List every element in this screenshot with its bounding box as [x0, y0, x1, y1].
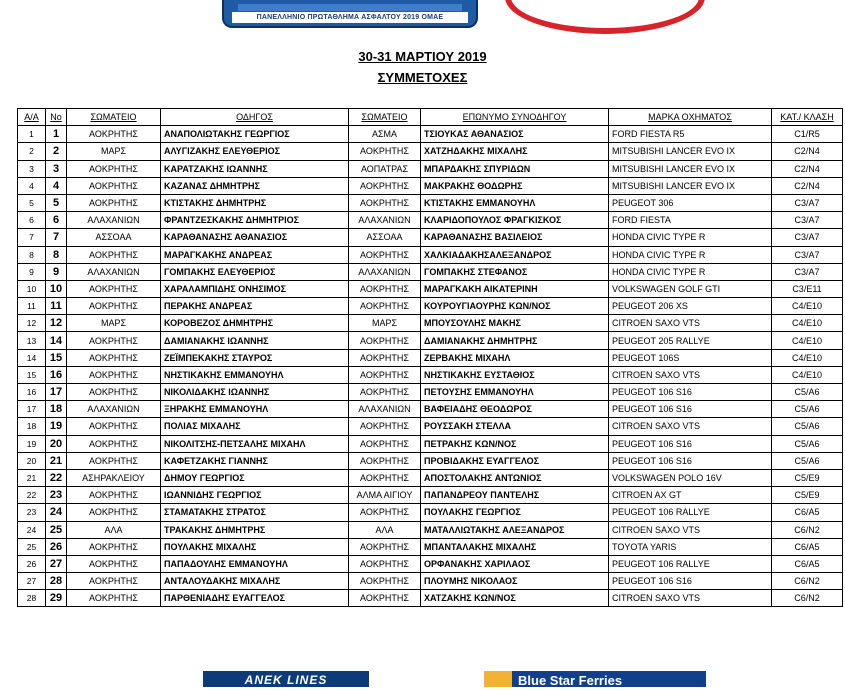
- table-cell: ΑΛΑΧΑΝΙΩΝ: [67, 212, 161, 229]
- blue-star-ferries-logo: [484, 671, 706, 687]
- table-cell: ΓΟΜΠΑΚΗΣ ΣΤΕΦΑΝΟΣ: [421, 263, 609, 280]
- table-row: [18, 452, 843, 469]
- table-cell: TOYOTA YARIS: [609, 538, 772, 555]
- table-cell: VOLKSWAGEN GOLF GTI: [609, 280, 772, 297]
- table-cell: ΔΑΜΙΑΝΑΚΗΣ ΙΩΑΝΝΗΣ: [161, 332, 349, 349]
- table-cell: ΠΟΥΛΑΚΗΣ ΓΕΩΡΓΙΟΣ: [421, 504, 609, 521]
- table-cell: 28: [18, 590, 46, 607]
- table-cell: MITSUBISHI LANCER EVO IX: [609, 177, 772, 194]
- table-cell: ΚΑΖΑΝΑΣ ΔΗΜΗΤΡΗΣ: [161, 177, 349, 194]
- table-cell: ΑΟΚΡΗΤΗΣ: [349, 143, 421, 160]
- table-row: [18, 280, 843, 297]
- anek-lines-text: ANEK LINES: [244, 673, 328, 687]
- table-row: [18, 212, 843, 229]
- table-cell: 1: [18, 126, 46, 143]
- table-cell: ΑΟΚΡΗΤΗΣ: [349, 280, 421, 297]
- table-row: [18, 366, 843, 383]
- table-cell: ΖΕΡΒΑΚΗΣ ΜΙΧΑΗΛ: [421, 349, 609, 366]
- table-cell: ΑΟΚΡΗΤΗΣ: [67, 435, 161, 452]
- table-cell: ΞΗΡΑΚΗΣ ΕΜΜΑΝΟΥΗΛ: [161, 401, 349, 418]
- table-cell: VOLKSWAGEN POLO 16V: [609, 469, 772, 486]
- table-cell: 14: [46, 332, 67, 349]
- table-cell: C3/A7: [772, 194, 843, 211]
- table-cell: 11: [46, 298, 67, 315]
- table-cell: FORD FIESTA: [609, 212, 772, 229]
- table-cell: ΑΟΚΡΗΤΗΣ: [67, 573, 161, 590]
- table-cell: ΑΟΚΡΗΤΗΣ: [67, 246, 161, 263]
- table-cell: ΑΟΚΡΗΤΗΣ: [67, 452, 161, 469]
- logo-strip: [238, 4, 462, 11]
- table-cell: ΜΠΑΝΤΑΛΑΚΗΣ ΜΙΧΑΛΗΣ: [421, 538, 609, 555]
- table-row: [18, 401, 843, 418]
- table-cell: C5/E9: [772, 487, 843, 504]
- table-cell: C6/N2: [772, 573, 843, 590]
- table-cell: ΜΑΤΑΛΛΙΩΤΑΚΗΣ ΑΛΕΞΑΝΔΡΟΣ: [421, 521, 609, 538]
- table-cell: PEUGEOT 106 S16: [609, 401, 772, 418]
- table-row: [18, 573, 843, 590]
- table-header-row: [18, 109, 843, 126]
- table-cell: 2: [46, 143, 67, 160]
- table-cell: ΚΤΙΣΤΑΚΗΣ ΕΜΜΑΝΟΥΗΛ: [421, 194, 609, 211]
- table-cell: ΑΛΑΧΑΝΙΩΝ: [67, 401, 161, 418]
- entry-list-table: [17, 108, 843, 607]
- table-cell: CITROEN SAXO VTS: [609, 590, 772, 607]
- table-cell: ΚΑΡΑΘΑΝΑΣΗΣ ΑΘΑΝΑΣΙΟΣ: [161, 229, 349, 246]
- blue-star-ferries-text: Blue Star Ferries: [512, 671, 706, 687]
- column-header: Α/Α: [18, 109, 46, 126]
- table-cell: ΑΟΚΡΗΤΗΣ: [67, 538, 161, 555]
- anek-lines-logo: [203, 671, 369, 687]
- table-cell: 25: [18, 538, 46, 555]
- table-cell: MITSUBISHI LANCER EVO IX: [609, 143, 772, 160]
- table-cell: 20: [18, 452, 46, 469]
- table-cell: 23: [18, 504, 46, 521]
- table-cell: ΔΑΜΙΑΝΑΚΗΣ ΔΗΜΗΤΡΗΣ: [421, 332, 609, 349]
- table-cell: ΑΟΚΡΗΤΗΣ: [67, 504, 161, 521]
- table-cell: ΑΟΚΡΗΤΗΣ: [67, 418, 161, 435]
- table-cell: ΦΡΑΝΤΖΕΣΚΑΚΗΣ ΔΗΜΗΤΡΙΟΣ: [161, 212, 349, 229]
- table-cell: ΖΕΪΜΠΕΚΑΚΗΣ ΣΤΑΥΡΟΣ: [161, 349, 349, 366]
- table-cell: ΧΑΛΚΙΑΔΑΚΗΣΑΛΕΞΑΝΔΡΟΣ: [421, 246, 609, 263]
- table-cell: ΑΛΑΧΑΝΙΩΝ: [349, 263, 421, 280]
- table-row: [18, 177, 843, 194]
- table-cell: MITSUBISHI LANCER EVO IX: [609, 160, 772, 177]
- table-cell: ΑΟΚΡΗΤΗΣ: [67, 384, 161, 401]
- table-cell: PEUGEOT 106 S16: [609, 573, 772, 590]
- table-cell: 1: [46, 126, 67, 143]
- logo-subtitle-text: ΠΑΝΕΛΛΗΝΙΟ ΠΡΩΤΑΘΛΗΜΑ ΑΣΦΑΛΤΟΥ 2019: [256, 14, 420, 21]
- table-cell: ΑΟΚΡΗΤΗΣ: [67, 194, 161, 211]
- table-cell: ΑΟΚΡΗΤΗΣ: [349, 384, 421, 401]
- table-cell: 23: [46, 487, 67, 504]
- table-cell: 10: [46, 280, 67, 297]
- table-cell: 28: [46, 573, 67, 590]
- table-cell: C5/A6: [772, 384, 843, 401]
- table-row: [18, 521, 843, 538]
- table-cell: ΧΑΤΖΗΔΑΚΗΣ ΜΙΧΑΛΗΣ: [421, 143, 609, 160]
- table-cell: 24: [46, 504, 67, 521]
- table-cell: 7: [18, 229, 46, 246]
- table-cell: 19: [18, 435, 46, 452]
- table-row: [18, 229, 843, 246]
- table-cell: C4/E10: [772, 298, 843, 315]
- table-cell: FORD FIESTA R5: [609, 126, 772, 143]
- page-title: ΣΥΜΜΕΤΟΧΕΣ: [377, 70, 468, 85]
- table-cell: 8: [18, 246, 46, 263]
- table-cell: ΠΕΤΡΑΚΗΣ ΚΩΝ/ΝΟΣ: [421, 435, 609, 452]
- table-cell: C4/E10: [772, 349, 843, 366]
- table-cell: ΜΠΟΥΣΟΥΛΗΣ ΜΑΚΗΣ: [421, 315, 609, 332]
- table-cell: ΠΑΡΘΕΝΙΑΔΗΣ ΕΥΑΓΓΕΛΟΣ: [161, 590, 349, 607]
- table-cell: 18: [46, 401, 67, 418]
- table-row: [18, 469, 843, 486]
- table-cell: ΑΟΚΡΗΤΗΣ: [67, 332, 161, 349]
- table-cell: ΔΗΜΟΥ ΓΕΩΡΓΙΟΣ: [161, 469, 349, 486]
- table-cell: ΑΟΚΡΗΤΗΣ: [349, 555, 421, 572]
- table-cell: C1/R5: [772, 126, 843, 143]
- table-cell: ΑΟΚΡΗΤΗΣ: [67, 349, 161, 366]
- table-cell: ΜΑΚΡΑΚΗΣ ΘΟΔΩΡΗΣ: [421, 177, 609, 194]
- table-cell: ΑΟΚΡΗΤΗΣ: [349, 298, 421, 315]
- table-cell: ΚΑΦΕΤΖΑΚΗΣ ΓΙΑΝΝΗΣ: [161, 452, 349, 469]
- column-header: ΚΑΤ./ ΚΛΑΣΗ: [772, 109, 843, 126]
- table-cell: CITROEN SAXO VTS: [609, 418, 772, 435]
- table-cell: ΑΟΚΡΗΤΗΣ: [67, 126, 161, 143]
- table-cell: ΑΟΚΡΗΤΗΣ: [349, 418, 421, 435]
- table-cell: PEUGEOT 106S: [609, 349, 772, 366]
- championship-logo: [222, 0, 478, 28]
- table-cell: CITROEN SAXO VTS: [609, 366, 772, 383]
- table-cell: ΚΑΡΑΤΖΑΚΗΣ ΙΩΑΝΝΗΣ: [161, 160, 349, 177]
- table-cell: PEUGEOT 205 RALLYE: [609, 332, 772, 349]
- table-cell: ΑΟΚΡΗΤΗΣ: [67, 177, 161, 194]
- table-cell: ΑΟΠΑΤΡΑΣ: [349, 160, 421, 177]
- table-cell: PEUGEOT 206 XS: [609, 298, 772, 315]
- table-cell: ΣΤΑΜΑΤΑΚΗΣ ΣΤΡΑΤΟΣ: [161, 504, 349, 521]
- table-cell: 15: [18, 366, 46, 383]
- table-cell: HONDA CIVIC TYPE R: [609, 263, 772, 280]
- table-cell: ΑΟΚΡΗΤΗΣ: [349, 452, 421, 469]
- table-cell: ΠΛΟΥΜΗΣ ΝΙΚΟΛΑΟΣ: [421, 573, 609, 590]
- table-row: [18, 126, 843, 143]
- table-cell: ΜΑΡΣ: [67, 315, 161, 332]
- table-cell: C5/E9: [772, 469, 843, 486]
- table-cell: ΠΕΤΟΥΣΗΣ ΕΜΜΑΝΟΥΗΛ: [421, 384, 609, 401]
- table-cell: C2/N4: [772, 177, 843, 194]
- table-cell: ΑΟΚΡΗΤΗΣ: [349, 435, 421, 452]
- table-cell: ΑΟΚΡΗΤΗΣ: [349, 590, 421, 607]
- table-cell: ΑΝΑΠΟΛΙΩΤΑΚΗΣ ΓΕΩΡΓΙΟΣ: [161, 126, 349, 143]
- table-cell: ΟΡΦΑΝΑΚΗΣ ΧΑΡΙΛΑΟΣ: [421, 555, 609, 572]
- table-cell: PEUGEOT 306: [609, 194, 772, 211]
- table-cell: 12: [46, 315, 67, 332]
- table-cell: 16: [46, 366, 67, 383]
- table-cell: ΑΟΚΡΗΤΗΣ: [67, 590, 161, 607]
- table-cell: 20: [46, 435, 67, 452]
- table-cell: C5/A6: [772, 418, 843, 435]
- table-cell: 25: [46, 521, 67, 538]
- table-cell: ΠΑΠΑΝΔΡΕΟΥ ΠΑΝΤΕΛΗΣ: [421, 487, 609, 504]
- table-cell: 18: [18, 418, 46, 435]
- table-cell: ΑΟΚΡΗΤΗΣ: [67, 487, 161, 504]
- table-cell: C6/A5: [772, 555, 843, 572]
- table-cell: ΤΡΑΚΑΚΗΣ ΔΗΜΗΤΡΗΣ: [161, 521, 349, 538]
- table-cell: ΑΣΣΟΑΑ: [349, 229, 421, 246]
- table-cell: PEUGEOT 106 S16: [609, 435, 772, 452]
- table-cell: ΚΤΙΣΤΑΚΗΣ ΔΗΜΗΤΡΗΣ: [161, 194, 349, 211]
- table-cell: ΜΑΡΣ: [349, 315, 421, 332]
- table-cell: 27: [18, 573, 46, 590]
- table-cell: 8: [46, 246, 67, 263]
- column-header: Νο: [46, 109, 67, 126]
- table-row: [18, 349, 843, 366]
- table-cell: 17: [46, 384, 67, 401]
- table-cell: ΡΟΥΣΣΑΚΗ ΣΤΕΛΛΑ: [421, 418, 609, 435]
- table-cell: 15: [46, 349, 67, 366]
- column-header: ΣΩΜΑΤΕΙΟ: [67, 109, 161, 126]
- table-cell: ΙΩΑΝΝΙΔΗΣ ΓΕΩΡΓΙΟΣ: [161, 487, 349, 504]
- column-header: ΟΔΗΓΟΣ: [161, 109, 349, 126]
- table-cell: C3/A7: [772, 246, 843, 263]
- table-cell: 7: [46, 229, 67, 246]
- table-cell: 4: [18, 177, 46, 194]
- table-cell: 10: [18, 280, 46, 297]
- table-row: [18, 435, 843, 452]
- table-row: [18, 504, 843, 521]
- table-cell: 9: [18, 263, 46, 280]
- table-row: [18, 555, 843, 572]
- table-cell: ΝΙΚΟΛΙΤΣΗΣ-ΠΕΤΣΑΛΗΣ ΜΙΧΑΗΛ: [161, 435, 349, 452]
- table-cell: C4/E10: [772, 315, 843, 332]
- table-cell: ΑΟΚΡΗΤΗΣ: [349, 194, 421, 211]
- table-cell: 3: [18, 160, 46, 177]
- table-cell: CITROEN AX GT: [609, 487, 772, 504]
- table-cell: ΑΟΚΡΗΤΗΣ: [67, 160, 161, 177]
- table-row: [18, 194, 843, 211]
- table-body: [18, 126, 843, 607]
- table-cell: ΑΟΚΡΗΤΗΣ: [349, 366, 421, 383]
- table-row: [18, 263, 843, 280]
- table-row: [18, 143, 843, 160]
- red-oval-logo: [505, 0, 705, 34]
- table-cell: ΑΟΚΡΗΤΗΣ: [349, 538, 421, 555]
- table-cell: C5/A6: [772, 435, 843, 452]
- table-cell: ΑΟΚΡΗΤΗΣ: [349, 504, 421, 521]
- table-cell: 5: [18, 194, 46, 211]
- table-row: [18, 487, 843, 504]
- table-cell: ΜΑΡΑΓΚΑΚΗ ΑΙΚΑΤΕΡΙΝΗ: [421, 280, 609, 297]
- table-cell: ΚΟΥΡΟΥΓΙΑΟΥΡΗΣ ΚΩΝ/ΝΟΣ: [421, 298, 609, 315]
- table-cell: C6/A5: [772, 538, 843, 555]
- table-cell: C2/N4: [772, 143, 843, 160]
- table-cell: ΚΑΡΑΘΑΝΑΣΗΣ ΒΑΣΙΛΕΙΟΣ: [421, 229, 609, 246]
- table-cell: PEUGEOT 106 RALLYE: [609, 504, 772, 521]
- table-cell: HONDA CIVIC TYPE R: [609, 246, 772, 263]
- table-cell: ΠΑΠΑΔΟΥΛΗΣ ΕΜΜΑΝΟΥΗΛ: [161, 555, 349, 572]
- table-cell: 6: [46, 212, 67, 229]
- table-cell: C6/N2: [772, 521, 843, 538]
- table-cell: ΜΑΡΑΓΚΑΚΗΣ ΑΝΔΡΕΑΣ: [161, 246, 349, 263]
- event-date: 30-31 ΜΑΡΤΙΟΥ 2019: [358, 49, 487, 64]
- table-cell: ΑΟΚΡΗΤΗΣ: [67, 555, 161, 572]
- table-cell: 24: [18, 521, 46, 538]
- table-cell: C5/A6: [772, 452, 843, 469]
- table-cell: C4/E10: [772, 332, 843, 349]
- table-cell: ΒΑΦΕΙΑΔΗΣ ΘΕΟΔΩΡΟΣ: [421, 401, 609, 418]
- table-cell: 13: [18, 332, 46, 349]
- table-row: [18, 246, 843, 263]
- table-cell: ΚΟΡΟΒΕΖΟΣ ΔΗΜΗΤΡΗΣ: [161, 315, 349, 332]
- table-cell: ΝΗΣΤΙΚΑΚΗΣ ΕΥΣΤΑΘΙΟΣ: [421, 366, 609, 383]
- table-cell: 19: [46, 418, 67, 435]
- table-cell: CITROEN SAXO VTS: [609, 521, 772, 538]
- table-cell: ΠΟΛΙΑΣ ΜΙΧΑΛΗΣ: [161, 418, 349, 435]
- table-cell: 9: [46, 263, 67, 280]
- table-cell: ΤΣΙΟΥΚΑΣ ΑΘΑΝΑΣΙΟΣ: [421, 126, 609, 143]
- table-cell: ΑΠΟΣΤΟΛΑΚΗΣ ΑΝΤΩΝΙΟΣ: [421, 469, 609, 486]
- table-cell: C6/A5: [772, 504, 843, 521]
- table-row: [18, 418, 843, 435]
- table-cell: ΓΟΜΠΑΚΗΣ ΕΛΕΥΘΕΡΙΟΣ: [161, 263, 349, 280]
- table-cell: 17: [18, 401, 46, 418]
- table-row: [18, 538, 843, 555]
- table-row: [18, 315, 843, 332]
- table-cell: C3/A7: [772, 229, 843, 246]
- table-cell: CITROEN SAXO VTS: [609, 315, 772, 332]
- table-cell: 11: [18, 298, 46, 315]
- table-cell: ΑΛΥΓΙΖΑΚΗΣ ΕΛΕΥΘΕΡΙΟΣ: [161, 143, 349, 160]
- table-cell: ΜΑΡΣ: [67, 143, 161, 160]
- logo-mark-text: ΟΜΑΕ: [421, 14, 444, 21]
- table-row: [18, 160, 843, 177]
- table-cell: ΑΣΜΑ: [349, 126, 421, 143]
- table-cell: PEUGEOT 106 RALLYE: [609, 555, 772, 572]
- table-cell: 2: [18, 143, 46, 160]
- logo-subtitle: [232, 12, 468, 23]
- table-cell: 27: [46, 555, 67, 572]
- table-cell: C3/A7: [772, 212, 843, 229]
- table-cell: 5: [46, 194, 67, 211]
- table-row: [18, 590, 843, 607]
- table-cell: 26: [18, 555, 46, 572]
- table-cell: 6: [18, 212, 46, 229]
- table-cell: ΑΟΚΡΗΤΗΣ: [67, 366, 161, 383]
- table-cell: 22: [18, 487, 46, 504]
- table-cell: C3/A7: [772, 263, 843, 280]
- table-cell: ΠΡΟΒΙΔΑΚΗΣ ΕΥΑΓΓΕΛΟΣ: [421, 452, 609, 469]
- table-row: [18, 332, 843, 349]
- table-cell: HONDA CIVIC TYPE R: [609, 229, 772, 246]
- table-cell: PEUGEOT 106 S16: [609, 384, 772, 401]
- table-cell: C2/N4: [772, 160, 843, 177]
- table-cell: ΑΛΜΑ ΑΙΓΙΟΥ: [349, 487, 421, 504]
- table-cell: 12: [18, 315, 46, 332]
- table-cell: C6/N2: [772, 590, 843, 607]
- table-cell: ΑΣΣΟΑΑ: [67, 229, 161, 246]
- table-cell: ΝΗΣΤΙΚΑΚΗΣ ΕΜΜΑΝΟΥΗΛ: [161, 366, 349, 383]
- table-cell: ΑΟΚΡΗΤΗΣ: [349, 177, 421, 194]
- table-cell: ΑΛΑ: [349, 521, 421, 538]
- table-cell: ΑΟΚΡΗΤΗΣ: [349, 469, 421, 486]
- table-cell: 4: [46, 177, 67, 194]
- table-cell: ΑΟΚΡΗΤΗΣ: [67, 280, 161, 297]
- table-cell: ΜΠΑΡΔΑΚΗΣ ΣΠΥΡΙΔΩΝ: [421, 160, 609, 177]
- table-cell: 14: [18, 349, 46, 366]
- table-cell: PEUGEOT 106 S16: [609, 452, 772, 469]
- table-cell: ΝΙΚΟΛΙΔΑΚΗΣ ΙΩΑΝΝΗΣ: [161, 384, 349, 401]
- column-header: ΜΑΡΚΑ ΟΧΗΜΑΤΟΣ: [609, 109, 772, 126]
- table-cell: ΚΛΑΡΙΔΟΠΟΥΛΟΣ ΦΡΑΓΚΙΣΚΟΣ: [421, 212, 609, 229]
- table-cell: C3/E11: [772, 280, 843, 297]
- table-cell: ΑΟΚΡΗΤΗΣ: [349, 349, 421, 366]
- table-cell: 21: [46, 452, 67, 469]
- table-cell: 21: [18, 469, 46, 486]
- column-header: ΕΠΩΝΥΜΟ ΣΥΝΟΔΗΓΟΥ: [421, 109, 609, 126]
- table-cell: ΑΟΚΡΗΤΗΣ: [349, 573, 421, 590]
- table-cell: C4/E10: [772, 366, 843, 383]
- table-cell: 26: [46, 538, 67, 555]
- table-cell: ΑΛΑΧΑΝΙΩΝ: [67, 263, 161, 280]
- table-row: [18, 298, 843, 315]
- table-cell: ΧΑΤΖΑΚΗΣ ΚΩΝ/ΝΟΣ: [421, 590, 609, 607]
- table-cell: ΑΛΑΧΑΝΙΩΝ: [349, 212, 421, 229]
- column-header: ΣΩΜΑΤΕΙΟ: [349, 109, 421, 126]
- table-cell: 22: [46, 469, 67, 486]
- table-cell: ΠΟΥΛΑΚΗΣ ΜΙΧΑΛΗΣ: [161, 538, 349, 555]
- table-cell: ΑΣΗΡΑΚΛΕΙΟΥ: [67, 469, 161, 486]
- table-cell: ΑΛΑ: [67, 521, 161, 538]
- table-cell: 16: [18, 384, 46, 401]
- table-cell: ΧΑΡΑΛΑΜΠΙΔΗΣ ΟΝΗΣΙΜΟΣ: [161, 280, 349, 297]
- table-cell: ΑΟΚΡΗΤΗΣ: [349, 332, 421, 349]
- table-cell: C5/A6: [772, 401, 843, 418]
- table-row: [18, 384, 843, 401]
- table-cell: ΑΛΑΧΑΝΙΩΝ: [349, 401, 421, 418]
- table-cell: 3: [46, 160, 67, 177]
- table-cell: 29: [46, 590, 67, 607]
- table-cell: ΑΟΚΡΗΤΗΣ: [67, 298, 161, 315]
- table-cell: ΑΝΤΑΛΟΥΔΑΚΗΣ ΜΙΧΑΛΗΣ: [161, 573, 349, 590]
- table-cell: ΠΕΡΑΚΗΣ ΑΝΔΡΕΑΣ: [161, 298, 349, 315]
- table-cell: ΑΟΚΡΗΤΗΣ: [349, 246, 421, 263]
